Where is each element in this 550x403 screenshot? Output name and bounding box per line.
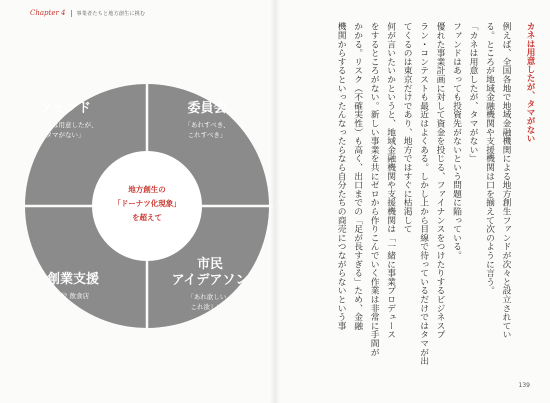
segment-citizen-sub-2: これ欲しい」 bbox=[190, 303, 230, 311]
article-column: 優れた事業計画に対して資金を投じる、ファイナンスをつけたりするビジネスプ bbox=[434, 22, 445, 339]
article-column: てくるのは東京だけであり、地方ではすぐに枯渇して bbox=[401, 22, 412, 234]
article-column: ラン・コンテストも最近はよくある。しかし上から目線で待っているだけではタマが出 bbox=[418, 22, 429, 366]
article-column: 機関からするといったんなったらなら自分たちの商売につながらないという事 bbox=[335, 22, 346, 330]
segment-fund-sub-1: 「カネは用意したが、 bbox=[32, 121, 98, 129]
chapter-label: Chapter 4 bbox=[30, 9, 66, 17]
article-column: 例えば、全国各地で地域金融機関による地方創生ファンドが次々と設立されてい bbox=[500, 22, 511, 339]
segment-citizen-sub-1: 「あれ欲しい、 bbox=[187, 293, 233, 301]
center-line-3: を超えて bbox=[132, 213, 162, 222]
segment-citizen-title-1: 市民 bbox=[196, 257, 224, 272]
segment-committee-sub-1: 「あれすべき、 bbox=[184, 121, 230, 129]
page-number: 139 bbox=[518, 382, 530, 389]
segment-startup-sub-1: 1位 飲食店 bbox=[56, 292, 90, 300]
segment-startup-title: 創業支援 bbox=[46, 272, 100, 287]
segment-citizen-title-2: アイデアソン bbox=[171, 273, 249, 288]
segment-fund-sub-2: タマがない」 bbox=[45, 131, 85, 139]
article-heading: カネは用意したが、タマがない bbox=[525, 22, 535, 143]
segment-fund-title: ファンド bbox=[39, 101, 91, 116]
article-column: ファンドはあっても投資先がないという問題に陥っている。 bbox=[451, 22, 462, 260]
article-column: 「カネは用意したが、タマがない」 bbox=[467, 22, 478, 163]
running-head-title: 事業者たちと地方創生に挑む bbox=[76, 10, 146, 17]
segment-committee-title: 委員会 bbox=[187, 101, 227, 116]
segment-committee-sub-2: これすべき」 bbox=[187, 131, 227, 139]
article-column: をするところがない。新しい事業を共にゼロから作りこんでいく作業は非常に手間が bbox=[368, 22, 379, 357]
center-line-1: 地方創生の bbox=[128, 185, 166, 194]
article-column: かかる。リスク（不確実性）も高く、出口までの「足が長すぎる」ため、金融 bbox=[352, 22, 363, 330]
article-column: 何が言いたいかというと、地域金融機関や支援機関は「一緒に事業プロデュース bbox=[385, 22, 396, 339]
article-column: る。ところが地域金融機関や支援機関は口を揃えて次のように言う。 bbox=[484, 22, 495, 295]
center-line-2: 「ドーナツ化現象」 bbox=[113, 199, 181, 208]
vertical-article bbox=[284, 22, 536, 370]
